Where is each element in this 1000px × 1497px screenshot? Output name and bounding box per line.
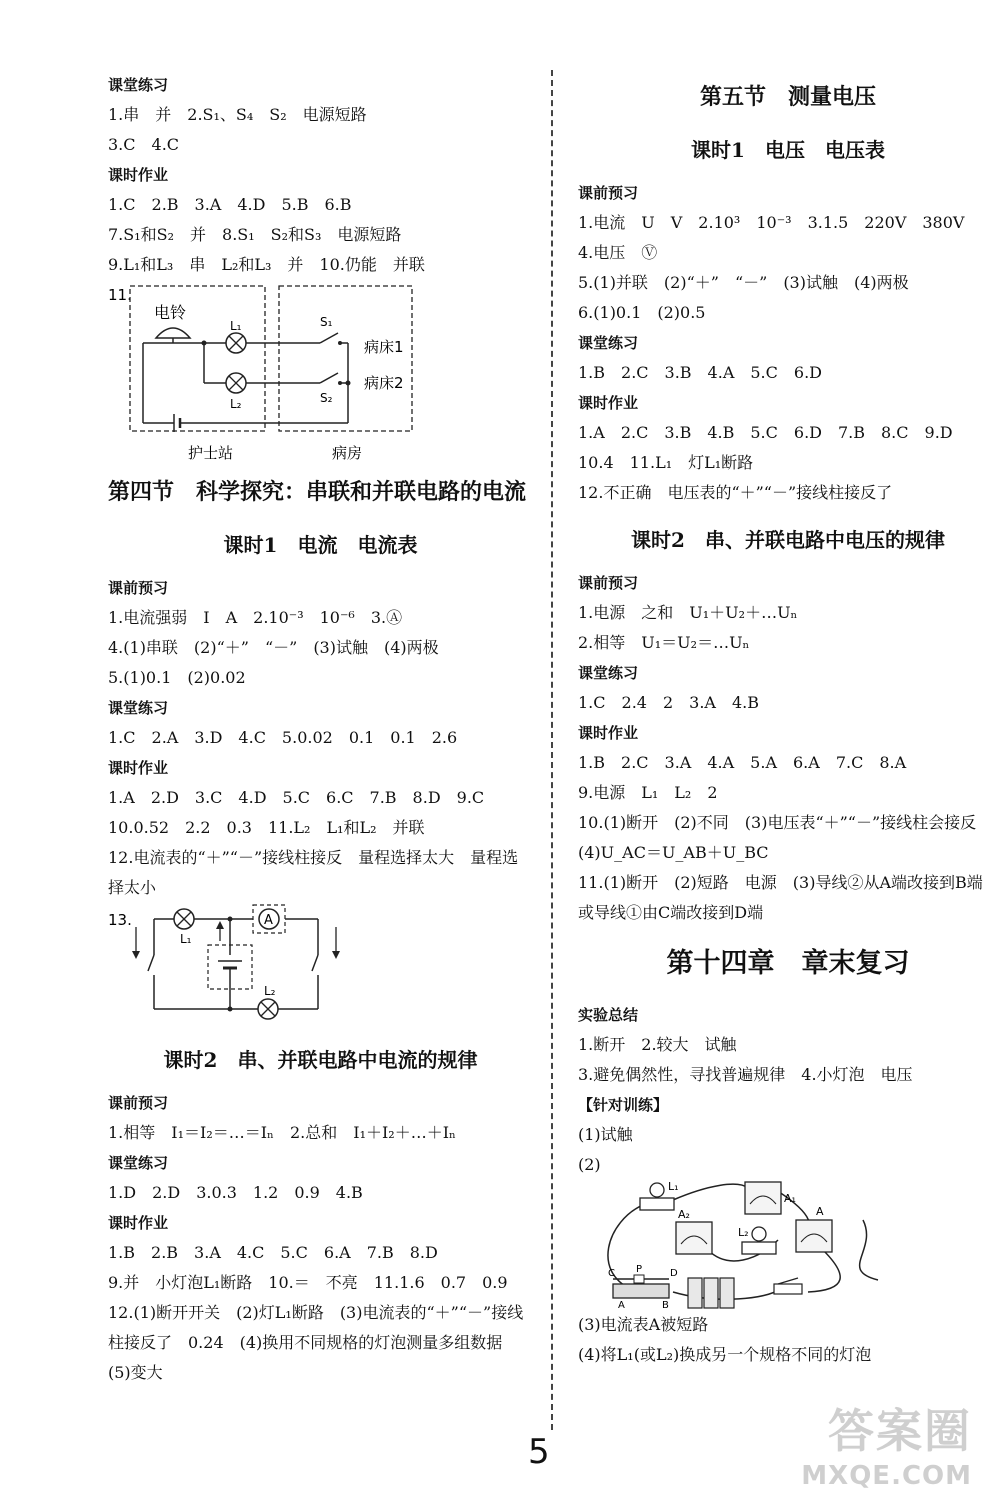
answer-line: 7.S₁和S₂ 并 8.S₁ S₂和S₃ 电源短路 — [108, 225, 402, 244]
subheading: 课时作业 — [108, 1214, 169, 1232]
switch-s2-label: S₂ — [320, 391, 333, 405]
answer-line: 6.(1)0.1 (2)0.5 — [578, 303, 706, 322]
answer-line: 9.L₁和L₃ 串 L₂和L₃ 并 10.仍能 并联 — [108, 255, 425, 274]
rheostat-b-label: B — [662, 1300, 669, 1310]
lamp-l2-icon — [752, 1227, 766, 1241]
subheading: 课堂练习 — [578, 664, 639, 682]
lamp-l1-holder-icon — [640, 1198, 674, 1210]
ammeter-a-icon — [796, 1220, 832, 1252]
switch-icon — [778, 1278, 798, 1284]
right-switch-icon — [312, 955, 318, 971]
bell-label: 电铃 — [154, 303, 187, 322]
answer-line: 12.电流表的“＋”“－”接线柱接反 量程选择太大 量程选择太小 — [108, 848, 519, 897]
switch-s2-icon — [320, 373, 338, 383]
rheostat-a-label: A — [618, 1300, 625, 1310]
training-label: 【针对训练】 — [578, 1096, 669, 1114]
answer-line: 1.D 2.D 3.0.3 1.2 0.9 4.B — [108, 1183, 363, 1202]
rheostat-icon — [613, 1284, 669, 1298]
answer-line: 1.C 2.B 3.A 4.D 5.B 6.B — [108, 195, 352, 214]
answer-line: 1.A 2.D 3.C 4.D 5.C 6.C 7.B 8.D 9.C — [108, 788, 485, 807]
answer-line: (3)电流表A被短路 — [578, 1315, 709, 1334]
subheading: 课前预习 — [108, 579, 169, 597]
answer-line: 1.B 2.B 3.A 4.C 5.C 6.A 7.B 8.D — [108, 1243, 438, 1262]
watermark-url: MXQE.COM — [801, 1461, 972, 1491]
switch-icon — [774, 1284, 802, 1294]
lamp-l2-label: L₂ — [738, 1226, 749, 1239]
answer-line: 1.电流强弱 I A 2.10⁻³ 10⁻⁶ 3.Ⓐ — [108, 608, 403, 627]
figure-physical-circuit — [578, 1180, 998, 1310]
answer-line: 2.相等 U₁＝U₂＝…Uₙ — [578, 633, 750, 652]
answer-line: 9.并 小灯泡L₁断路 10.＝ 不亮 11.1.6 0.7 0.9 — [108, 1273, 508, 1292]
battery-icon — [720, 1278, 734, 1308]
rheostat-slider-icon[interactable] — [634, 1275, 644, 1283]
answer-line: 1.B 2.C 3.B 4.A 5.C 6.D — [578, 363, 822, 382]
answer-line: 1.A 2.C 3.B 4.B 5.C 6.D 7.B 8.C 9.D — [578, 423, 953, 442]
lesson-title: 课时1 电流 电流表 — [223, 533, 418, 557]
answer-line: 1.C 2.4 2 3.A 4.B — [578, 693, 759, 712]
watermark — [801, 1395, 972, 1491]
answer-line: 1.断开 2.较大 试触 — [578, 1035, 737, 1054]
figure-11-nurse-call-circuit — [108, 280, 533, 465]
left-column — [108, 70, 533, 1388]
junction — [346, 381, 351, 386]
answer-line: 1.电源 之和 U₁＋U₂＋…Uₙ — [578, 603, 798, 622]
lesson-title: 课时2 串、并联电路中电流的规律 — [163, 1048, 478, 1072]
answer-line: 1.串 并 2.S₁、S₄ S₂ 电源短路 — [108, 105, 367, 124]
section-title: 第四节 科学探究：串联和并联电路的电流 — [108, 480, 527, 505]
figure-13-circuit — [108, 903, 533, 1028]
wire — [673, 1184, 748, 1200]
bell-icon — [156, 328, 190, 338]
subheading: 课时作业 — [578, 724, 639, 742]
arrow-down-icon — [132, 951, 140, 959]
rheostat-c-label: C — [608, 1268, 615, 1279]
subheading: 实验总结 — [578, 1006, 639, 1024]
lamp-l2-label: L₂ — [264, 984, 276, 998]
watermark-logo: 答案圈 — [828, 1404, 972, 1458]
ammeter-a-label: A — [816, 1205, 824, 1218]
switch-s1-label: S₁ — [320, 315, 333, 329]
nurse-station-label: 护士站 — [188, 444, 234, 462]
figure-number: 11. — [108, 286, 132, 304]
answer-line: 1.C 2.A 3.D 4.C 5.0.02 0.1 0.1 2.6 — [108, 728, 458, 747]
subheading: 课堂练习 — [108, 1154, 169, 1172]
physical-circuit-drawing — [578, 1180, 998, 1310]
subheading: 课前预习 — [108, 1094, 169, 1112]
answer-line: 5.(1)并联 (2)“＋” “－” (3)试触 (4)两极 — [578, 273, 909, 292]
answer-line: 12.(1)断开开关 (2)灯L₁断路 (3)电流表的“＋”“－”接线柱接反了 0.24 (4)换用不同规格的灯泡测量多组数据 (5)变大 — [108, 1303, 524, 1382]
lamp-l1-label: L₁ — [668, 1180, 679, 1193]
answer-line: 3.C 4.C — [108, 135, 180, 154]
rheostat-p-label: P — [636, 1264, 643, 1275]
page-number: 5 — [528, 1432, 550, 1472]
wire — [860, 1220, 878, 1280]
answer-line: 11.(1)断开 (2)短路 电源 (3)导线②从A端改接到B端或导线①由C端改接到D端 — [578, 873, 983, 922]
subheading: 课堂练习 — [108, 699, 169, 717]
answer-line: 10.0.52 2.2 0.3 11.L₂ L₁和L₂ 并联 — [108, 818, 425, 837]
answer-line: 9.电源 L₁ L₂ 2 — [578, 783, 718, 802]
answer-line: 4.电压 Ⓥ — [578, 243, 658, 262]
answer-line: (1)试触 — [578, 1125, 633, 1144]
answer-line: 12.不正确 电压表的“＋”“－”接线柱接反了 — [578, 483, 893, 502]
lesson-title: 课时1 电压 电压表 — [691, 138, 885, 162]
ward-box — [279, 286, 412, 431]
bed2-label: 病床2 — [364, 374, 404, 392]
arrow-down-icon — [332, 951, 340, 959]
ammeter-a1-label: A₁ — [784, 1192, 796, 1205]
subheading: 课时作业 — [108, 759, 169, 777]
ammeter-label: A — [264, 913, 273, 928]
subheading: 课堂练习 — [578, 334, 639, 352]
circuit-diagram-11 — [108, 280, 533, 465]
ammeter-a2-label: A₂ — [678, 1208, 690, 1221]
answer-line: (4)将L₁(或L₂)换成另一个规格不同的灯泡 — [578, 1345, 872, 1364]
rheostat-d-label: D — [670, 1268, 678, 1279]
lamp-l2-label: L₂ — [230, 397, 242, 411]
section-title: 第五节 测量电压 — [699, 85, 876, 110]
column-divider — [551, 70, 553, 1430]
switch-s1-icon — [320, 333, 338, 343]
answer-line: 10.(1)断开 (2)不同 (3)电压表“＋”“－”接线柱会接反 (4)U_AC＝U_AB＋U_BC — [578, 813, 993, 862]
arrow-up-icon — [216, 921, 224, 929]
subheading: 课前预习 — [578, 184, 639, 202]
answer-line: 1.B 2.C 3.A 4.A 5.A 6.A 7.C 8.A — [578, 753, 907, 772]
answer-line: 4.(1)串联 (2)“＋” “－” (3)试触 (4)两极 — [108, 638, 439, 657]
chapter-title: 第十四章 章末复习 — [666, 948, 910, 979]
circuit-diagram-13 — [108, 903, 533, 1028]
lamp-l1-label: L₁ — [230, 319, 242, 333]
bed1-label: 病床1 — [364, 338, 404, 356]
subheading: 课时作业 — [108, 166, 169, 184]
answer-line: 1.相等 I₁＝I₂＝…＝Iₙ 2.总和 I₁＋I₂＋…＋Iₙ — [108, 1123, 456, 1142]
nurse-station-box — [130, 286, 265, 431]
lamp-l1-label: L₁ — [180, 932, 192, 946]
subheading: 课时作业 — [578, 394, 639, 412]
lamp-l2-holder-icon — [742, 1242, 776, 1254]
left-switch-icon — [148, 955, 154, 971]
subheading: 课堂练习 — [108, 76, 169, 94]
subheading: 课前预习 — [578, 574, 639, 592]
battery-icon — [704, 1278, 718, 1308]
answer-line: 10.4 11.L₁ 灯L₁断路 — [578, 453, 754, 472]
wire — [808, 1250, 840, 1292]
answer-line: 3.避免偶然性，寻找普遍规律 4.小灯泡 电压 — [578, 1065, 913, 1084]
figure-number: 13. — [108, 911, 132, 929]
ammeter-a1-icon — [745, 1182, 781, 1214]
answer-line: 1.电流 U V 2.10³ 10⁻³ 3.1.5 220V 380V — [578, 213, 965, 232]
lesson-title: 课时2 串、并联电路中电压的规律 — [631, 528, 945, 552]
battery-icon — [688, 1278, 702, 1308]
ward-label: 病房 — [332, 444, 363, 462]
ammeter-a2-icon — [676, 1222, 712, 1254]
lamp-l1-icon — [650, 1183, 664, 1197]
answer-line: (2) — [578, 1155, 601, 1174]
answer-line: 5.(1)0.1 (2)0.02 — [108, 668, 246, 687]
right-column — [578, 70, 998, 1370]
